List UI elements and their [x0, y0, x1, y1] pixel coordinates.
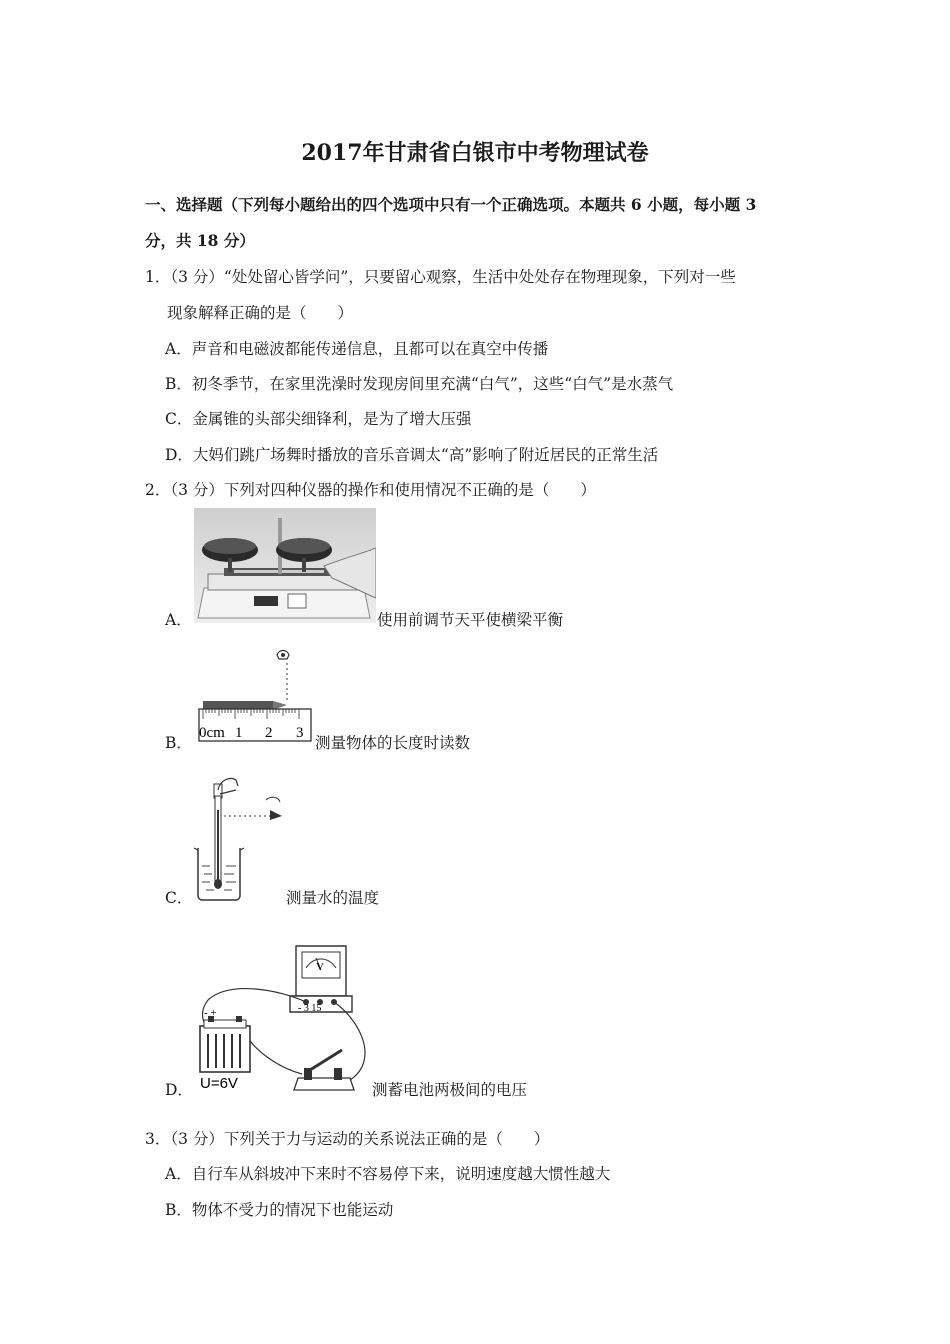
q2-option-c-caption: 测量水的温度	[286, 889, 380, 907]
battery-voltage-label: U=6V	[200, 1075, 238, 1092]
voltmeter-symbol: V	[316, 961, 324, 973]
page-title: 2017年甘肃省白银市中考物理试卷	[301, 140, 649, 166]
ruler-tick-0: 0cm	[199, 725, 225, 741]
ruler-tick-2: 2	[265, 725, 273, 741]
ruler-image	[195, 645, 315, 742]
q1-option-a: A．声音和电磁波都能传递信息，且都可以在真空中传播	[165, 340, 549, 358]
q1-option-c: C．金属锥的头部尖细锋利，是为了增大压强	[165, 410, 472, 428]
q2-option-c-label: C．	[165, 889, 193, 907]
q2-option-b-caption: 测量物体的长度时读数	[315, 734, 471, 752]
q3-option-a: A．自行车从斜坡冲下来时不容易停下来，说明速度越大惯性越大	[165, 1165, 611, 1183]
thermometer-beaker-image	[190, 770, 300, 902]
voltmeter-circuit-image	[190, 940, 370, 1100]
q1-stem-line1: 1．（3 分）“处处留心皆学问”，只要留心观察，生活中处处存在物理现象，下列对一些	[145, 268, 736, 286]
ruler-tick-1: 1	[235, 725, 243, 741]
section-heading-line1: 一、选择题（下列每小题给出的四个选项中只有一个正确选项。本题共 6 小题，每小题 3	[145, 195, 757, 214]
ruler-tick-3: 3	[296, 725, 304, 741]
q1-option-d: D．大妈们跳广场舞时播放的音乐音调太“高”影响了附近居民的正常生活	[165, 446, 659, 464]
section-heading-line2: 分，共 18 分）	[145, 231, 255, 250]
q1-option-b: B．初冬季节，在家里洗澡时发现房间里充满“白气”，这些“白气”是水蒸气	[165, 375, 674, 393]
q2-option-a-label: A．	[165, 611, 192, 629]
voltmeter-terminals: - 3 15	[298, 1003, 322, 1014]
q3-option-b: B．物体不受力的情况下也能运动	[165, 1201, 394, 1219]
balance-image	[194, 508, 376, 623]
q2-option-d-label: D．	[165, 1081, 193, 1099]
battery-terminals: - +	[204, 1007, 217, 1019]
q2-option-d-caption: 测蓄电池两极间的电压	[372, 1081, 528, 1099]
q2-option-a-caption: 使用前调节天平使横梁平衡	[377, 611, 564, 629]
q3-stem: 3．（3 分）下列关于力与运动的关系说法正确的是（ ）	[145, 1130, 550, 1148]
q1-stem-line2: 现象解释正确的是（ ）	[167, 304, 354, 322]
q2-stem: 2．（3 分）下列对四种仪器的操作和使用情况不正确的是（ ）	[145, 481, 596, 499]
q2-option-b-label: B．	[165, 734, 192, 752]
